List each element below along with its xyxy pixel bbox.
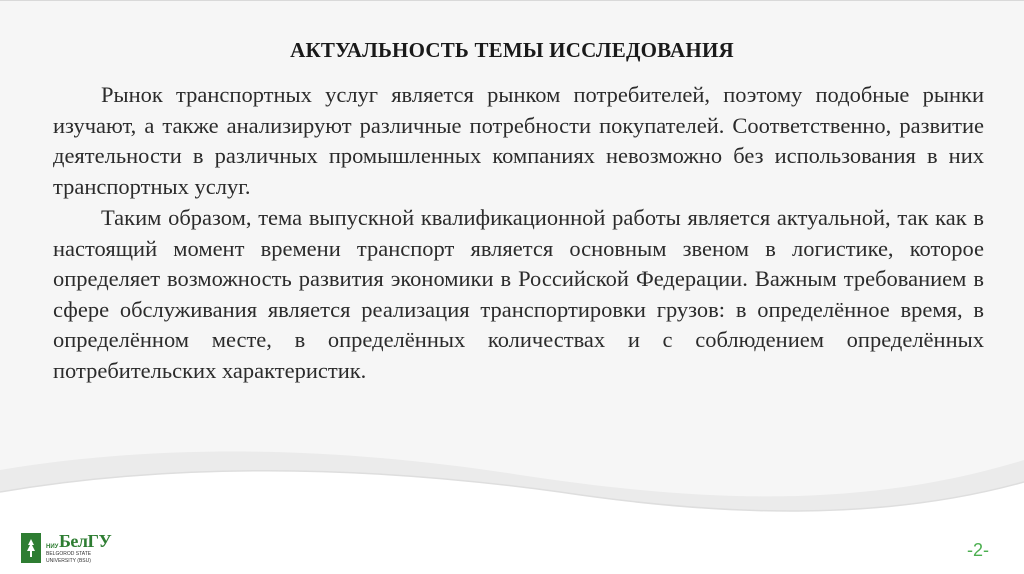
university-logo bbox=[21, 530, 121, 566]
logo-subtitle-1: BELGOROD STATE bbox=[46, 551, 92, 557]
belsu-emblem-icon bbox=[21, 533, 41, 563]
decorative-waves bbox=[0, 430, 1024, 574]
slide-body bbox=[53, 80, 984, 386]
logo-name: БелГУ bbox=[59, 531, 112, 551]
top-border bbox=[0, 0, 1024, 1]
paragraph-1: Рынок транспортных услуг является рынком потребителей, поэтому подобные рынки изучают, а также анализируют различные потребности покупателей. Соответственно, развитие деятельности в различных промышленных компаниях невозможно без использования в них транспортных услуг. bbox=[53, 82, 984, 199]
slide-title: АКТУАЛЬНОСТЬ ТЕМЫ ИССЛЕДОВАНИЯ bbox=[290, 38, 734, 62]
paragraph-2: Таким образом, тема выпускной квалификационной работы является актуальной, так как в настоящий момент времени транспорт является основным звеном в логистике, которое определяет возможность развития экономики в Российской Федерации. Важным требованием в сфере обслуживания является реализация транспортировки грузов: в определённое время, в определённом месте, в определённых количествах и с соблюдением определённых потребительских характеристик. bbox=[53, 205, 984, 383]
page-number: -2- bbox=[967, 540, 989, 560]
logo-text bbox=[46, 532, 111, 564]
logo-niu: НИУ bbox=[46, 544, 59, 550]
logo-subtitle-2: UNIVERSITY (BSU) bbox=[46, 558, 91, 564]
